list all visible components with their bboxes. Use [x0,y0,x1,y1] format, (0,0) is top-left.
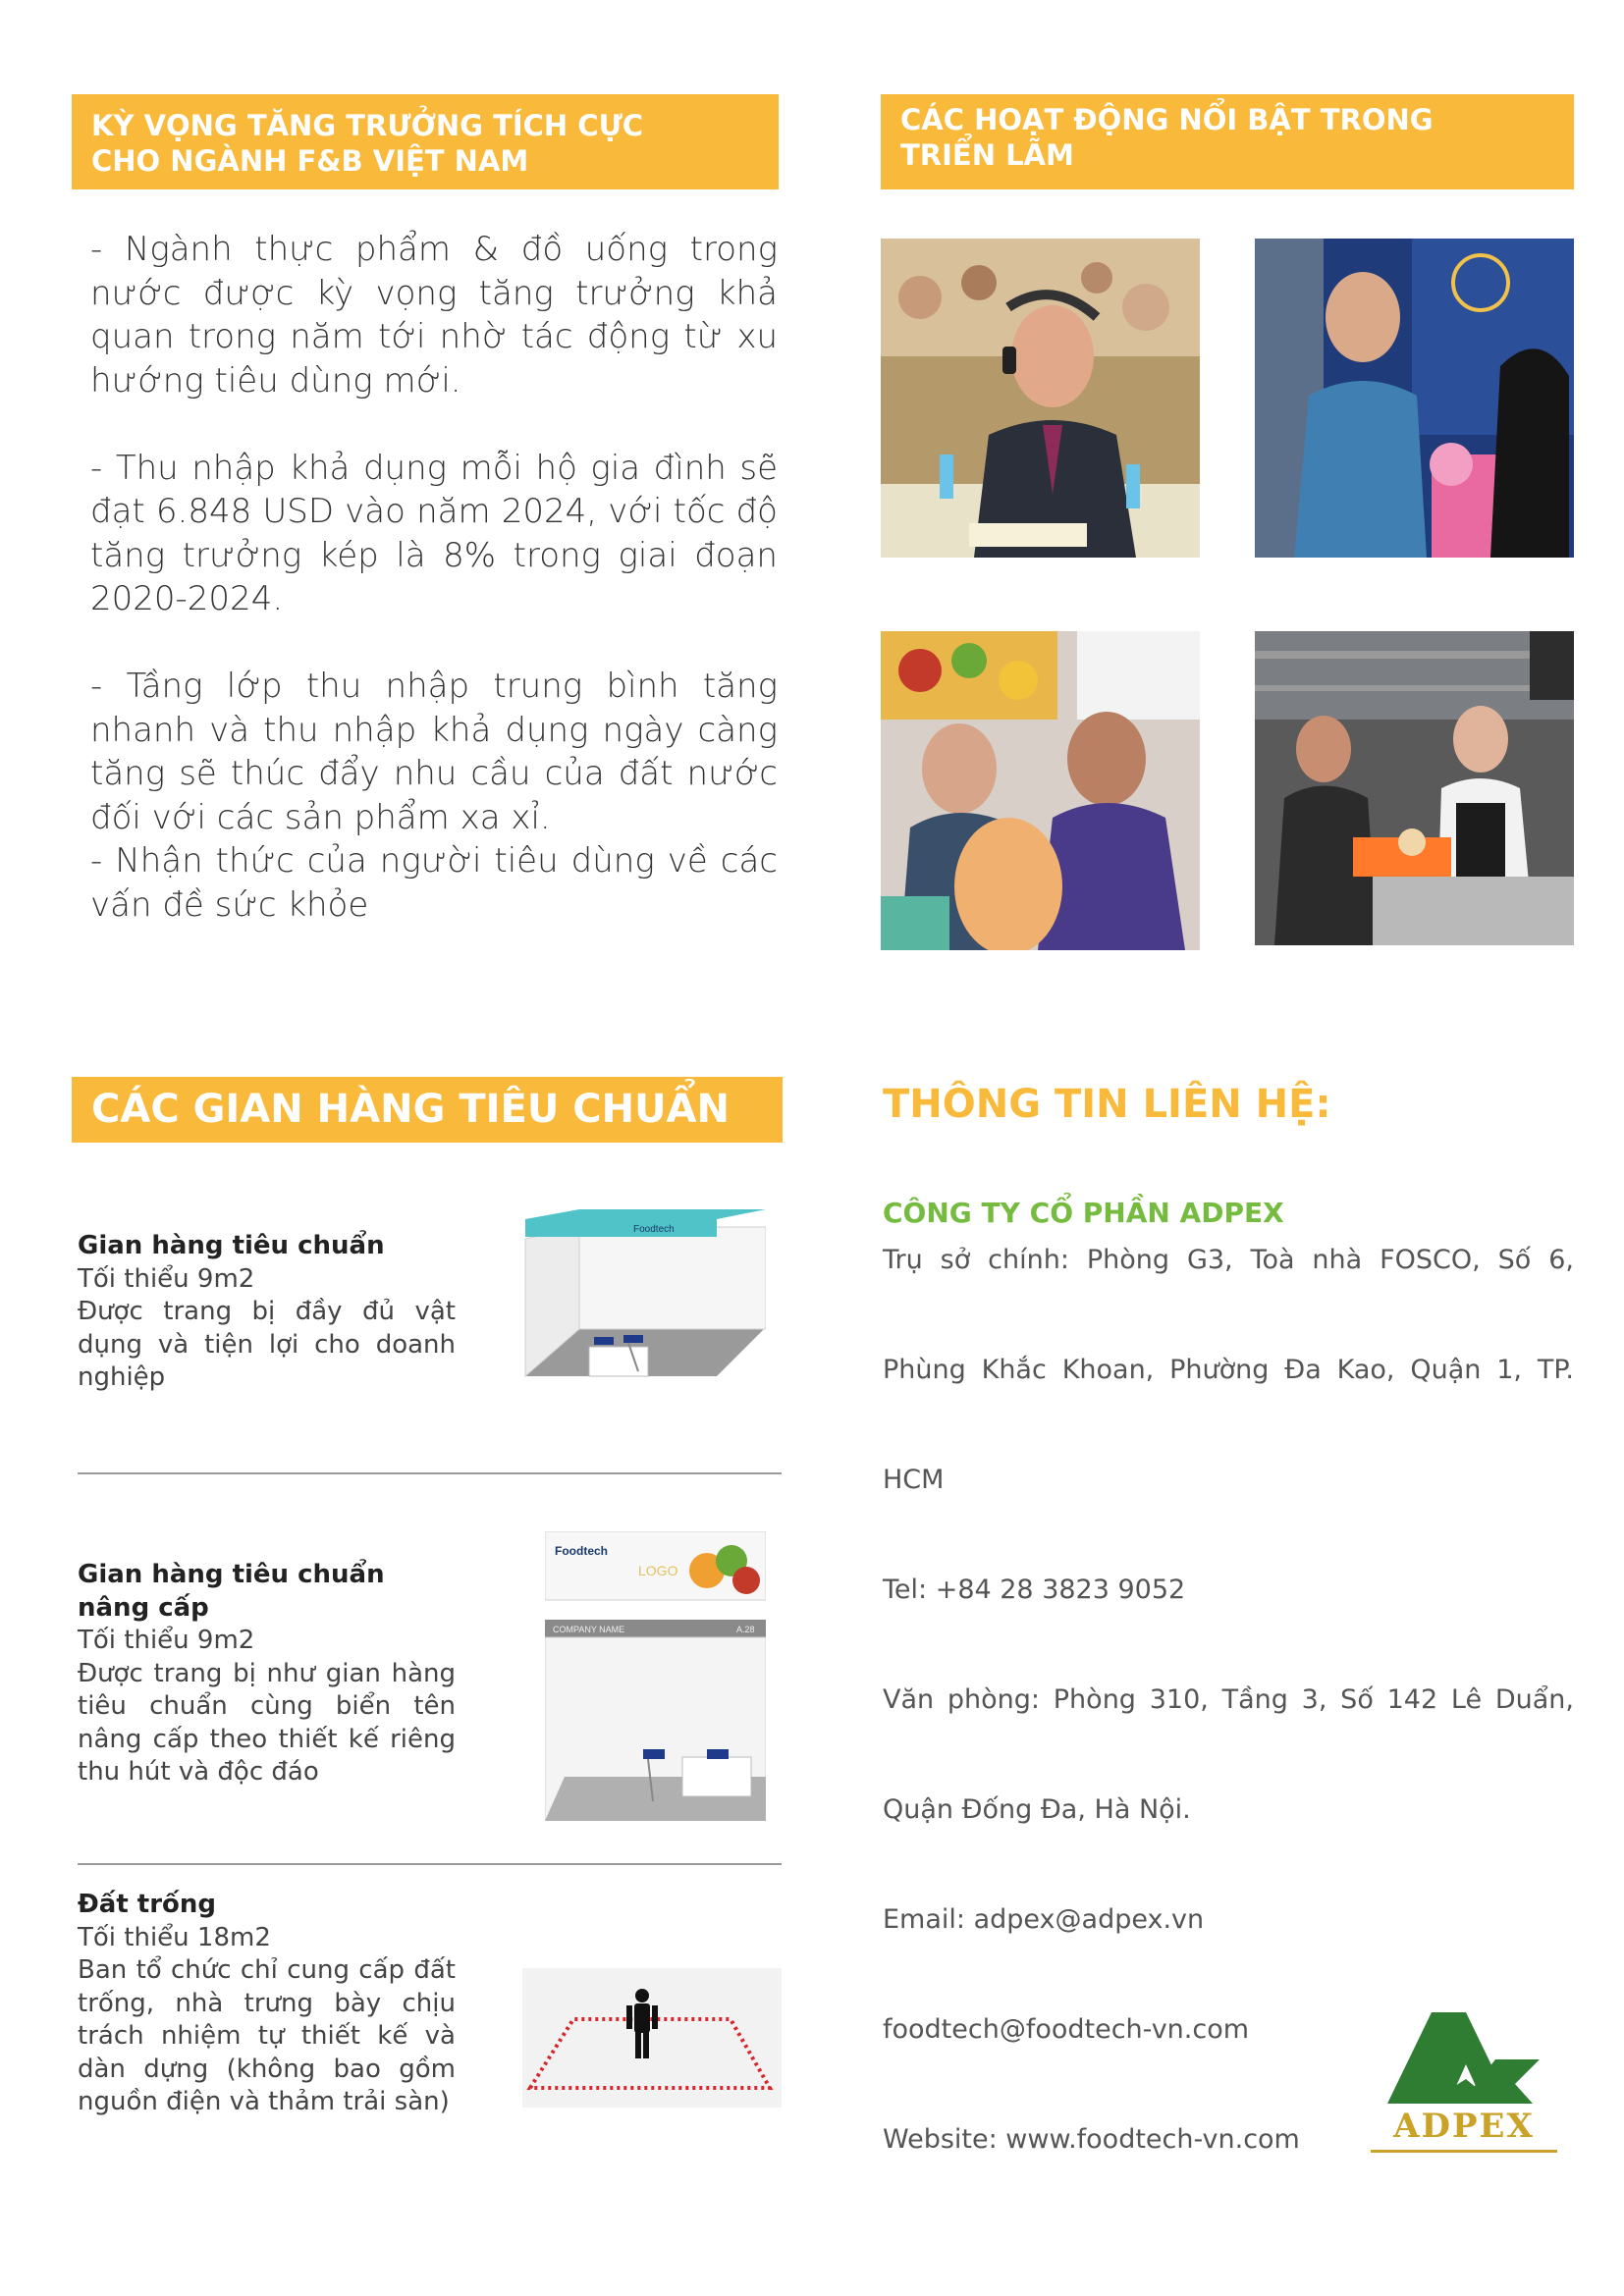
email-link[interactable]: Email: adpex@adpex.vn [883,1904,1205,1935]
booth-line: Được trang bị như gian hàng tiêu chuẩn cùng biển tên nâng cấp theo thiết kế riêng thu hút và độc đáo [78,1658,456,1787]
booth-visitors-photo [1255,239,1574,558]
logo-underline [1371,2150,1557,2153]
logo-text: ADPEX [1393,2107,1535,2146]
booth-line: Ban tổ chức chỉ cung cấp đất trống, nhà trưng bày chịu trách nhiệm tự thiết kế và dàn dựng (không bao gồm nguồn điện và thảm trải sàn) [78,1955,456,2116]
booth-upgraded [78,1559,456,1789]
contact-line: Quận Đống Đa, Hà Nội. [883,1794,1191,1825]
paragraph: - Ngành thực phẩm & đồ uống trong nước được kỳ vọng tăng trưởng khả quan trong năm tới nhờ tác động từ xu hướng tiêu dùng mới. [90,230,778,400]
booth-line: Được trang bị đầy đủ vật dụng và tiện lợi cho doanh nghiệp [78,1297,456,1392]
booth-company-name: COMPANY NAME [553,1625,625,1634]
contact-title: THÔNG TIN LIÊN HỆ: [883,1082,1331,1127]
section-title-activities [881,94,1574,189]
phone-text: Tel: +84 28 3823 9052 [883,1575,1186,1605]
section-title-line: CHO NGÀNH F&B VIỆT NAM [91,144,529,178]
section-title-line: KỲ VỌNG TĂNG TRƯỞNG TÍCH CỰC [91,109,644,142]
paragraph: - Tầng lớp thu nhập trung bình tăng nhanh và thu nhập khả dụng ngày càng tăng sẽ thúc đẩy nhu cầu của đất nước đối với các sản phẩm xa xỉ. [90,667,778,837]
booth-name: Gian hàng tiêu chuẩn nâng cấp [78,1560,385,1623]
booth-code: A.28 [736,1625,755,1634]
conference-photo [881,239,1200,558]
email-link[interactable]: foodtech@foodtech-vn.com [883,2014,1250,2045]
divider [78,1863,782,1865]
divider [78,1472,782,1474]
section-title-growth [72,94,779,189]
standard-booth-image [520,1209,766,1396]
section-title-line: CÁC HOẠT ĐỘNG NỔI BẬT TRONG [900,103,1434,136]
growth-paragraphs [90,228,778,927]
website-link[interactable]: Website: www.foodtech-vn.com [883,2124,1300,2155]
contact-line: HCM [883,1465,945,1495]
paragraph: - Nhận thức của người tiêu dùng về các vấn đề sức khỏe [90,841,778,925]
booth-name: Gian hàng tiêu chuẩn [78,1231,385,1260]
upgraded-booth-image [545,1531,766,1821]
booth-logo-text: LOGO [638,1563,678,1578]
booth-name: Đất trống [78,1890,217,1919]
section-title-line: TRIỂN LÃM [900,138,1074,172]
contact-line: Phùng Khắc Khoan, Phường Đa Kao, Quận 1, TP. [883,1355,1574,1385]
raw-space-image [522,1968,782,2108]
paragraph: - Thu nhập khả dụng mỗi hộ gia đình sẽ đạt 6.848 USD vào năm 2024, với tốc độ tăng trưởng kép là 8% trong giai đoạn 2020-2024. [90,448,778,618]
company-name: CÔNG TY CỔ PHẦN ADPEX [883,1197,1284,1229]
booth-standard [78,1230,456,1395]
svg-text:Foodtech: Foodtech [633,1224,675,1235]
contact-line: Trụ sở chính: Phòng G3, Toà nhà FOSCO, Số 6, [883,1245,1574,1275]
contact-line: Văn phòng: Phòng 310, Tầng 3, Số 142 Lê Duẩn, [883,1684,1574,1715]
meeting-photo [881,631,1200,950]
section-title-booths: CÁC GIAN HÀNG TIÊU CHUẨN [72,1077,783,1143]
booth-raw-space [78,1889,456,2119]
booth-line: Tối thiểu 18m2 [78,1922,271,1952]
booth-brand: Foodtech [555,1544,608,1558]
booth-line: Tối thiểu 9m2 [78,1626,255,1655]
chef-demo-photo [1255,631,1574,945]
booth-line: Tối thiểu 9m2 [78,1263,255,1294]
